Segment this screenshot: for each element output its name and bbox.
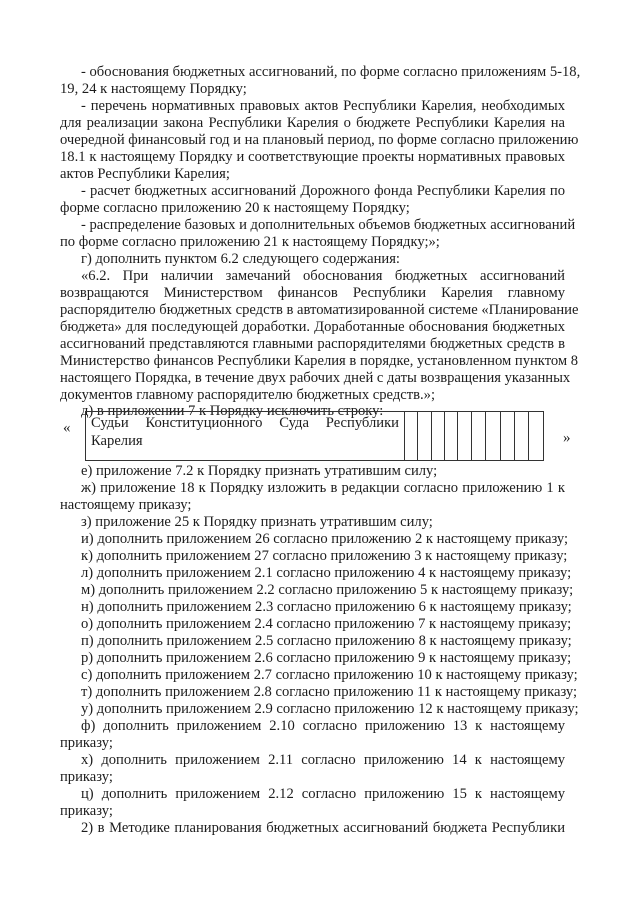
text-line: по форме согласно приложению 21 к настоящему Порядку;»; [60,234,440,250]
text-line: для реализации закона Республики Карелия о бюджете Республики Карелия на [60,115,565,131]
text-line: бюджета» для последующей доработки. Доработанные обоснования бюджетных [60,319,565,335]
text-line: 18.1 к настоящему Порядку и соответствующие проекты нормативных правовых [60,149,565,165]
text-line: приказу; [60,769,113,785]
text-line: Министерство финансов Республики Карелия в порядке, установленном пунктом 8 [60,353,579,369]
text-line: документов главному распорядителю бюджетных средств.»; [60,387,435,403]
text-line: з) приложение 25 к Порядку признать утратившим силу; [81,514,433,530]
table-cell-empty [485,412,501,460]
text-line: у) дополнить приложением 2.9 согласно приложению 12 к настоящему приказу; [81,701,579,717]
text-line: г) дополнить пунктом 6.2 следующего содержания: [81,251,400,267]
text-line: 2) в Методике планирования бюджетных ассигнований бюджета Республики [81,820,565,836]
table-cell-empty [500,412,515,460]
text-line: настоящему приказу; [60,497,192,513]
text-line: п) дополнить приложением 2.5 согласно приложению 8 к настоящему приказу; [81,633,572,649]
text-line: ц) дополнить приложением 2.12 согласно приложению 15 к настоящему [81,786,565,802]
text-line: н) дополнить приложением 2.3 согласно приложению 6 к настоящему приказу; [81,599,572,615]
text-line: приказу; [60,803,113,819]
text-line: с) дополнить приложением 2.7 согласно приложению 10 к настоящему приказу; [81,667,578,683]
text-line: е) приложение 7.2 к Порядку признать утратившим силу; [81,463,438,479]
text-line: ж) приложение 18 к Порядку изложить в редакции согласно приложению 1 к [81,480,565,496]
excluded-row-table [85,411,544,461]
text-line: - расчет бюджетных ассигнований Дорожного фонда Республики Карелия по [81,183,565,199]
text-line: м) дополнить приложением 2.2 согласно приложению 5 к настоящему приказу; [81,582,574,598]
text-line: 19, 24 к настоящему Порядку; [60,81,247,97]
text-line: р) дополнить приложением 2.6 согласно приложению 9 к настоящему приказу; [81,650,572,666]
text-line: д) в приложении 7 к Порядку исключить строку: [81,403,384,419]
table-cell-empty [457,412,472,460]
text-line: актов Республики Карелия; [60,166,230,182]
text-line: ассигнований представляются главными распорядителями бюджетных средств в [60,336,565,352]
text-line: - распределение базовых и дополнительных объемов бюджетных ассигнований [81,217,576,233]
text-line: приказу; [60,735,113,751]
text-line: - перечень нормативных правовых актов Республики Карелия, необходимых [81,98,565,114]
quote-open: « [63,420,71,436]
text-line: очередной финансовый год и на плановый период, по форме согласно приложению [60,132,579,148]
table-cell-empty [431,412,445,460]
text-line: к) дополнить приложением 27 согласно приложению 3 к настоящему приказу; [81,548,568,564]
table-cell-empty [514,412,529,460]
text-line: «6.2. При наличии замечаний обоснования бюджетных ассигнований [81,268,565,284]
text-line: - обоснования бюджетных ассигнований, по форме согласно приложениям 5-18, [81,64,581,80]
text-line: х) дополнить приложением 2.11 согласно приложению 14 к настоящему [81,752,565,768]
table-cell-text: Судьи Конституционного Суда Республики [91,415,399,431]
text-line: т) дополнить приложением 2.8 согласно приложению 11 к настоящему приказу; [81,684,578,700]
table-cell-empty [471,412,486,460]
table-cell-empty [417,412,432,460]
text-line: и) дополнить приложением 26 согласно приложению 2 к настоящему приказу; [81,531,569,547]
text-line: о) дополнить приложением 2.4 согласно приложению 7 к настоящему приказу; [81,616,572,632]
table-cell-empty [444,412,458,460]
text-line: форме согласно приложению 20 к настоящему Порядку; [60,200,410,216]
text-line: возвращаются Министерством финансов Республики Карелия главному [60,285,565,301]
table-cell-text: Карелия [91,432,143,449]
text-line: распорядителю бюджетных средств в автоматизированной системе «Планирование [60,302,579,318]
quote-close: » [563,430,571,446]
text-line: ф) дополнить приложением 2.10 согласно приложению 13 к настоящему [81,718,565,734]
text-line: л) дополнить приложением 2.1 согласно приложению 4 к настоящему приказу; [81,565,572,581]
text-line: настоящего Порядка, в течение двух рабочих дней с даты возвращения указанных [60,370,571,386]
table-cell-name [86,412,405,460]
table-empty-columns [405,412,543,460]
